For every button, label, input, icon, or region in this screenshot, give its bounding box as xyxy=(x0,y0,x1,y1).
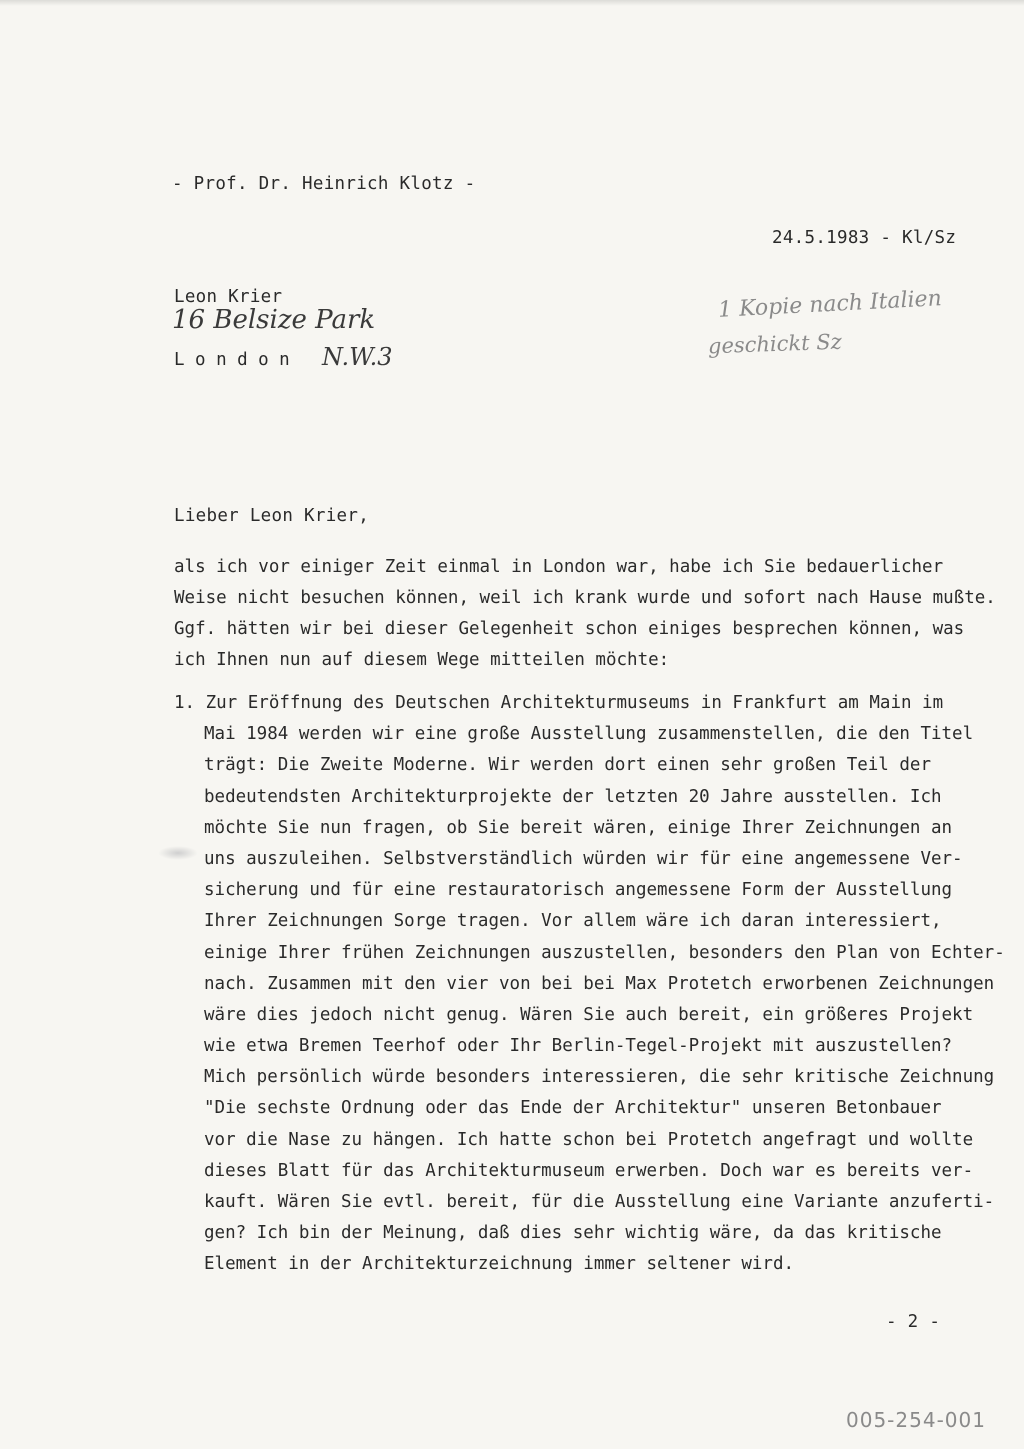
point-1-line: dieses Blatt für das Architekturmuseum erwerben. Doch war es bereits ver- xyxy=(204,1160,974,1181)
point-1-line: Element in der Architekturzeichnung immer seltener wird. xyxy=(204,1254,795,1275)
point-1-line: wie etwa Bremen Teerhof oder Ihr Berlin-Tegel-Projekt mit auszustellen? xyxy=(204,1036,953,1057)
handwritten-note-line2: geschickt Sz xyxy=(707,329,843,359)
point-1-line: wäre dies jedoch nicht genug. Wären Sie auch bereit, ein größeres Projekt xyxy=(204,1004,974,1025)
recipient-city: London xyxy=(174,350,301,370)
point-1-line: einige Ihrer frühen Zeichnungen auszustellen, besonders den Plan von Echter- xyxy=(204,942,1005,963)
point-1-line: "Die sechste Ordnung oder das Ende der Architektur" unseren Betonbauer xyxy=(204,1098,942,1119)
point-1-line: 1. Zur Eröffnung des Deutschen Architekturmuseums in Frankfurt am Main im xyxy=(174,693,944,713)
sender-line: - Prof. Dr. Heinrich Klotz - xyxy=(172,174,476,194)
point-1-line: Mich persönlich würde besonders interessieren, die sehr kritische Zeichnung xyxy=(204,1067,995,1088)
archive-number: 005-254-001 xyxy=(846,1408,986,1432)
intro-paragraph xyxy=(174,552,996,676)
date-reference: 24.5.1983 - Kl/Sz xyxy=(772,228,957,248)
point-1-line: uns auszuleihen. Selbstverständlich würden wir für eine angemessene Ver- xyxy=(204,848,963,869)
intro-line: Weise nicht besuchen können, weil ich krank wurde und sofort nach Hause mußte. xyxy=(174,588,996,608)
recipient-street-handwritten: 16 Belsize Park xyxy=(172,305,376,335)
recipient-postcode-handwritten: N.W.3 xyxy=(322,343,393,371)
point-1-paragraph xyxy=(174,688,1005,1281)
point-1-line: gen? Ich bin der Meinung, daß dies sehr wichtig wäre, da das kritische xyxy=(204,1223,942,1244)
page-marker: - 2 - xyxy=(886,1312,941,1332)
point-1-line: Mai 1984 werden wir eine große Ausstellung zusammenstellen, die den Titel xyxy=(204,724,974,745)
point-1-line: trägt: Die Zweite Moderne. Wir werden dort einen sehr großen Teil der xyxy=(204,755,931,776)
intro-line: Ggf. hätten wir bei dieser Gelegenheit schon einiges besprechen können, was xyxy=(174,619,965,639)
point-1-line: Ihrer Zeichnungen Sorge tragen. Vor allem wäre ich daran interessiert, xyxy=(204,911,942,932)
handwritten-note-line1: 1 Kopie nach Italien xyxy=(717,286,943,323)
intro-line: ich Ihnen nun auf diesem Wege mitteilen möchte: xyxy=(174,650,670,670)
page-top-edge xyxy=(0,0,1024,6)
point-1-line: vor die Nase zu hängen. Ich hatte schon bei Protetch angefragt und wollte xyxy=(204,1129,974,1150)
point-1-line: bedeutendsten Architekturprojekte der letzten 20 Jahre ausstellen. Ich xyxy=(204,786,942,807)
salutation: Lieber Leon Krier, xyxy=(174,506,370,526)
recipient-name: Leon Krier xyxy=(174,287,283,307)
point-1-line: sicherung und für eine restauratorisch angemessene Form der Ausstellung xyxy=(204,880,953,901)
intro-line: als ich vor einiger Zeit einmal in London war, habe ich Sie bedauerlicher xyxy=(174,557,944,577)
point-1-line: möchte Sie nun fragen, ob Sie bereit wären, einige Ihrer Zeichnungen an xyxy=(204,817,953,838)
point-1-line: kauft. Wären Sie evtl. bereit, für die Ausstellung eine Variante anzuferti- xyxy=(204,1192,995,1212)
point-1-line: nach. Zusammen mit den vier von bei bei Max Protetch erworbenen Zeichnungen xyxy=(204,973,995,994)
